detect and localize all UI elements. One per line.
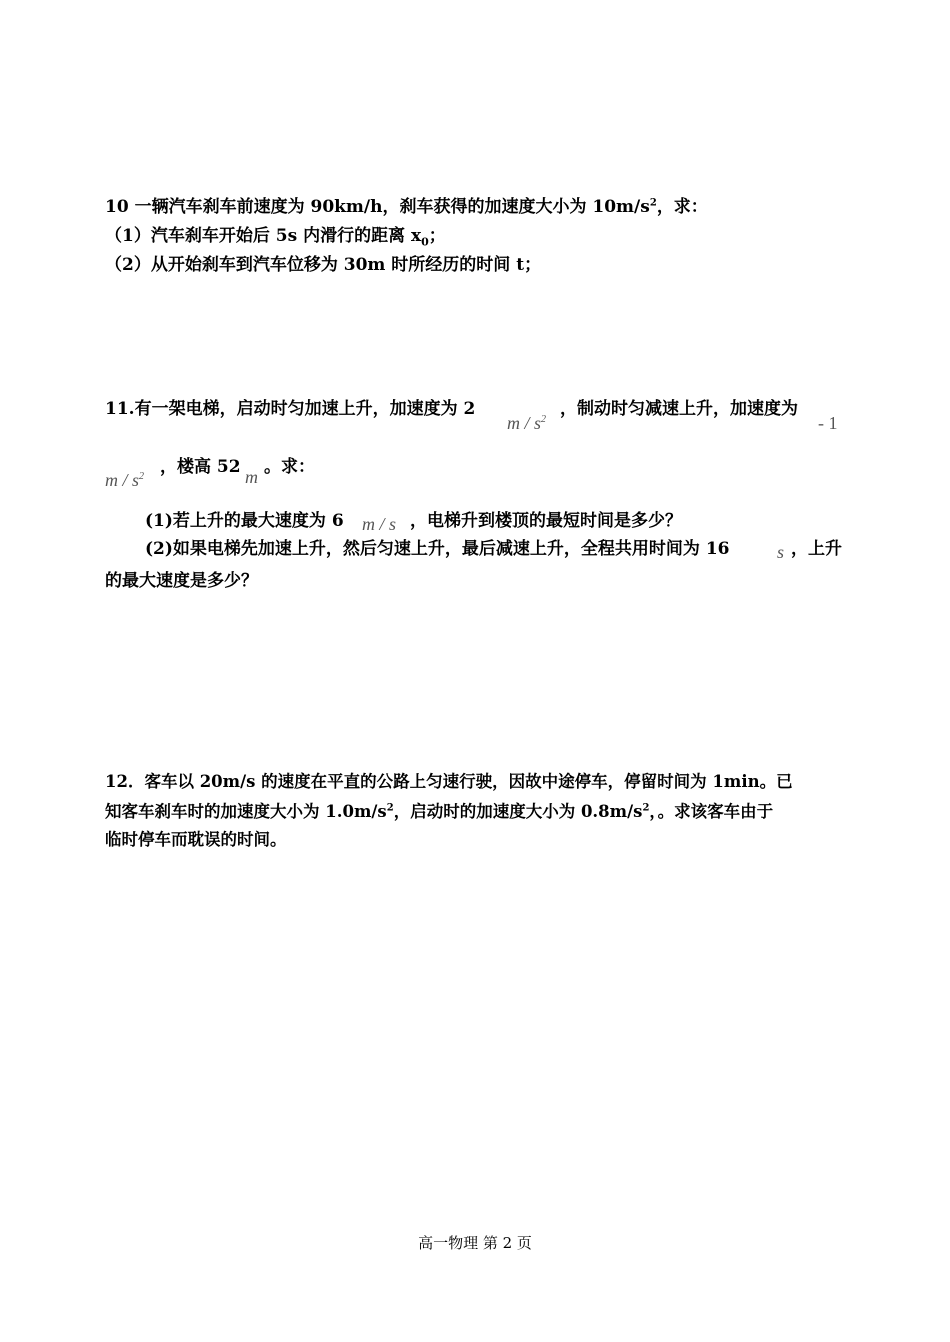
page-footer: 高一物理 第 2 页 xyxy=(418,1234,532,1252)
q11-line-1-b: ，制动时匀减速上升，加速度为 xyxy=(560,399,798,419)
q11-line-2-b: 。求： xyxy=(264,457,315,477)
q11-sub-2-line-2: 的最大速度是多少？ xyxy=(105,571,258,591)
q11-unit-ms: m / s xyxy=(362,514,397,534)
q10-line-3: （2）从开始刹车到汽车位移为 30m 时所经历的时间 t； xyxy=(105,255,542,275)
q11-unit-m: m xyxy=(245,467,258,487)
q11-line-1: 11.有一架电梯，启动时匀加速上升，加速度为 2 xyxy=(105,399,476,419)
q12-line-1: 12．客车以 20m/s 的速度在平直的公路上匀速行驶，因故中途停车，停留时间为 1min。已 xyxy=(105,772,793,791)
q12-line-2: 知客车刹车时的加速度大小为 $1.0m/s^2$，启动时的加速度大小为 $0.8m/s^2$，。求该客车由于 xyxy=(105,802,774,821)
q11-sub-2-b: ，上升 xyxy=(791,539,842,559)
q11-unit-ms2-b: m / $s^2$ xyxy=(105,470,145,490)
q11-sub-2: (2)如果电梯先加速上升，然后匀速上升，最后减速上升，全程共用时间为 16 xyxy=(145,539,730,559)
q11-sub-1: (1)若上升的最大速度为 6 xyxy=(145,511,344,531)
q11-sub-1-b: ，电梯升到楼顶的最短时间是多少？ xyxy=(410,511,682,531)
q11-unit-s: s xyxy=(777,542,785,562)
q12-line-3: 临时停车而耽误的时间。 xyxy=(105,830,287,849)
q11-line-2: ，楼高 52 xyxy=(160,457,241,477)
q11-neg-value: - 1 xyxy=(818,413,838,433)
q10-line-1: 10 一辆汽车刹车前速度为 90km/h，刹车获得的加速度大小为 $10m/s^2$，求： xyxy=(105,197,708,217)
q10-line-2: （1）汽车刹车开始后 5s 内滑行的距离 $x_0$； xyxy=(105,226,446,249)
q11-unit-ms2-a: m / $s^2$ xyxy=(507,413,547,433)
